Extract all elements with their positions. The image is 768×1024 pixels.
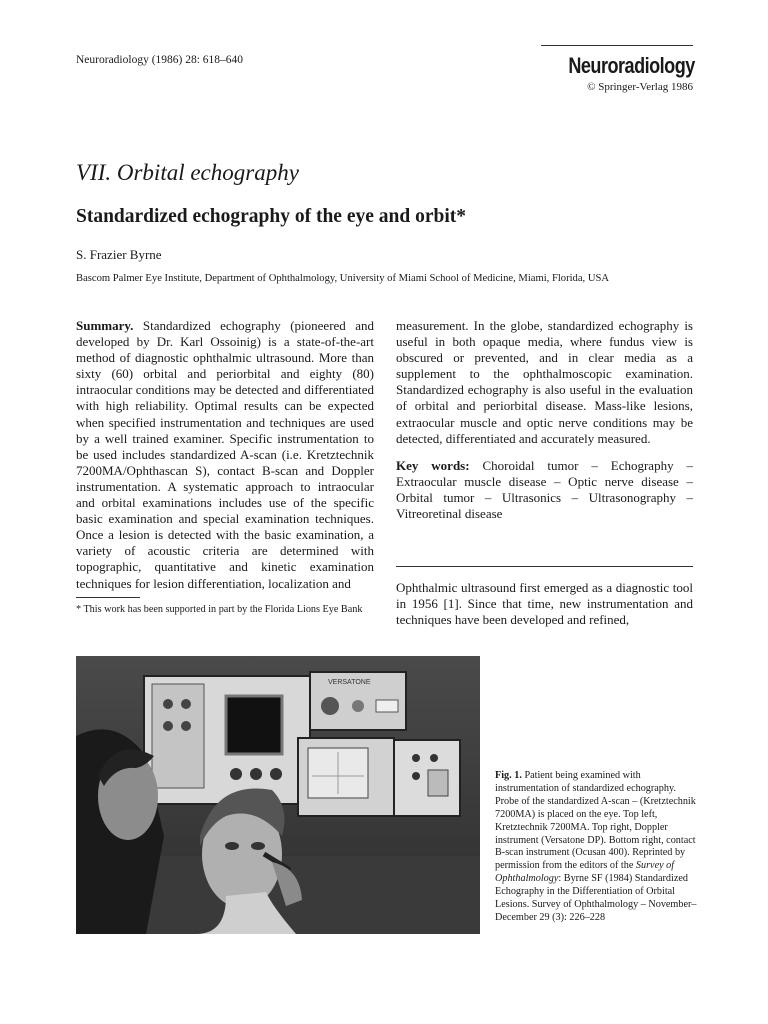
- introduction-paragraph: Ophthalmic ultrasound first emerged as a diagnostic tool in 1956 [1]. Since that time, new instrumentation and techniques have been developed and refined,: [396, 580, 693, 628]
- copyright-notice: © Springer-Verlag 1986: [587, 81, 693, 93]
- summary-column-left: [76, 318, 374, 592]
- figure-1-caption: [495, 770, 700, 925]
- article-title: Standardized echography of the eye and orbit*: [76, 206, 466, 227]
- footnote-rule: [76, 597, 140, 598]
- journal-logo: Neuroradiology: [568, 53, 695, 78]
- caption-text-a: Patient being examined with instrumentation of standardized echography. Probe of the standardized A-scan – (Kretztechnik 7200MA) is placed on the eye. Top left, Kretztechnik 7200MA. Top right, Doppler instrument (Versatone DP). Bottom right, contact B-scan instrument (Ocusan 400). Reprinted by permission from the editors of the: [495, 770, 696, 872]
- figure-1-photo: [76, 656, 480, 934]
- author-affiliation: Bascom Palmer Eye Institute, Department of Ophthalmology, University of Miami School of Medicine, Miami, Florida, USA: [76, 273, 610, 284]
- photo-illustration: [76, 656, 480, 934]
- summary-column-right: [396, 318, 693, 522]
- keywords-label: Key words:: [396, 457, 470, 473]
- caption-text-b: : Byrne SF (1984) Standardized Echography in the Differentiation of Orbital Lesions. Survey of Ophthalmology – November–December 29 (3): 226–228: [495, 873, 697, 923]
- header-rule: [541, 45, 693, 46]
- keywords-rule: [396, 566, 693, 567]
- keywords-paragraph: [396, 458, 693, 522]
- summary-text-cont: measurement. In the globe, standardized echography is useful in both opaque media, where fundus view is obscured or prevented, and in clear media as a supplement to the ophthalmoscopic examination. Standardized echography is also useful in the evaluation of orbital and periorbital disease. Mass-like lesions, extraocular muscle and optic nerve conditions may be detected, differentiated and accurately measured.: [396, 318, 693, 446]
- summary-label: Summary.: [76, 318, 134, 333]
- summary-paragraph: [76, 318, 374, 592]
- caption-journal: Survey of Ophthalmology: [495, 860, 675, 885]
- summary-continuation: [396, 318, 693, 447]
- journal-citation: Neuroradiology (1986) 28: 618–640: [76, 54, 244, 66]
- summary-text: Standardized echography (pioneered and developed by Dr. Karl Ossoinig) is a state-of-the-art method of diagnostic ophthalmic ultrasound. More than sixty (60) orbital and periorbital and eighty (80) intraocular conditions may be detected and differentiated with high reliability. Optimal results can be expected when specified instrumentation and techniques are used by a well trained examiner. Specific instrumentation to be used includes standardized A-scan (i.e. Kretztechnik 7200MA/Ophthascan S), contact B-scan and Doppler instrumentation. A systematic approach to intraocular and orbital examinations includes use of the specific basic examination and special examination techniques. Once a lesion is detected with the basic examination, a variety of acoustic criteria are determined with topographic, quantitative and kinetic examination techniques for lesion differentiation, localization and: [76, 318, 374, 591]
- section-title: VII. Orbital echography: [76, 160, 299, 185]
- footnote: * This work has been supported in part by the Florida Lions Eye Bank: [76, 604, 363, 615]
- device-label-text: VERSATONE: [328, 679, 371, 686]
- keywords-text: Choroidal tumor – Echography – Extraocular muscle disease – Optic nerve disease – Orbital tumor – Ultrasonics – Ultrasonography – Vitreoretinal disease: [396, 457, 693, 522]
- figure-label: Fig. 1.: [495, 770, 522, 781]
- author-name: S. Frazier Byrne: [76, 247, 162, 262]
